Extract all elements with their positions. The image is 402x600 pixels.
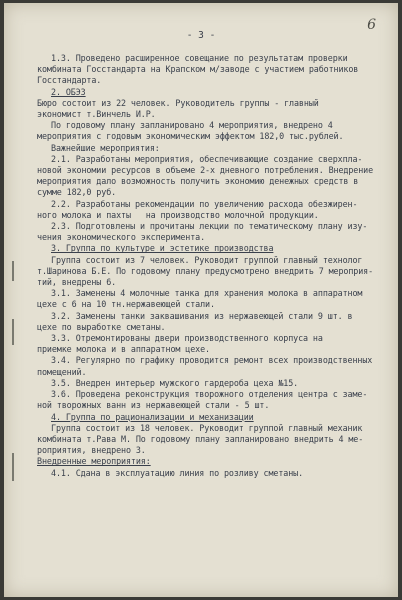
text-line: цехе с 6 на 10 тн.нержавеющей стали. [37,299,215,310]
text-line: цехе по выработке сметаны. [37,321,166,332]
text-line: ного молока и пахты на производство молочной продукции. [37,209,319,220]
text-line: чения экономического эксперимента. [37,232,206,243]
text-line: мероприятия дало возможность получить экономию денежных средств в [37,176,359,187]
text-line: сумме 182,0 руб. [37,187,117,198]
section-heading: 3. Группа по культуре и эстетике производства [51,243,274,254]
text-line: 2.3. Подготовлены и прочитаны лекции по тематическому плану изу- [51,221,368,232]
text-line: тий, внедрены 6. [37,277,117,288]
text-line: 3.5. Внедрен интерьер мужского гардероба цеха №15. [51,377,299,388]
text-line: 4.1. Сдана в эксплуатацию линия по розливу сметаны. [51,467,304,478]
text-line: Важнейшие мероприятия: [51,142,160,153]
text-line: Бюро состоит из 22 человек. Руководитель группы - главный [37,97,319,108]
text-line: роприятия, внедрено 3. [37,445,146,456]
text-line: 2.1. Разработаны мероприятия, обеспечивающие создание сверхпла- [51,153,363,164]
text-line: ной творожных ванн из нержавеющей стали - 5 шт. [37,400,270,411]
document-page [4,3,398,597]
section-heading: 4. Группа по рационализации и механизации [51,411,254,422]
margin-mark [12,261,14,281]
text-line: Группа состоит из 7 человек. Руководит группой главный технолог [51,254,363,265]
text-line: 3.4. Регулярно по графику проводится ремонт всех производственных [51,355,373,366]
text-line: 2.2. Разработаны рекомендации по увеличению расхода обезжирен- [51,198,358,209]
text-line: 3.1. Заменены 4 молочные танка для хранения молока в аппаратном [51,288,363,299]
margin-mark [12,319,14,345]
text-line: 3.6. Проведена реконструкция творожного отделения центра с заме- [51,389,368,400]
text-line: т.Шаринова Б.Е. По годовому плану предусмотрено внедрить 7 мероприя- [37,265,374,276]
text-line: По годовому плану запланировано 4 мероприятия, внедрено 4 [51,120,333,131]
text-line: Группа состоит из 18 человек. Руководит группой главный механик [51,422,363,433]
margin-mark [12,453,14,481]
section-heading: 2. ОБЭЗ [51,86,86,97]
text-line: 1.3. Проведено расширенное совещание по результатам проверки [51,53,348,63]
text-line: Госстандарта. [37,75,102,86]
page-number: - 3 - [186,30,216,41]
text-line: мероприятия с годовым экономическим эффектом 182,0 тыс.рублей. [37,131,344,142]
text-line: 3.2. Заменены танки заквашивания из нержавеющей стали 9 шт. в [51,310,353,321]
text-line: 3.3. Отремонтированы двери производственного корпуса на [51,333,323,344]
text-line: новой экономии ресурсов в объеме 2-х дневного потребления. Внедрение [37,165,374,176]
document-body [37,53,389,479]
section-heading: Внедренные мероприятия: [37,456,151,467]
text-line: приемке молока и в аппаратном цехе. [37,344,210,355]
handwritten-page-mark: 6 [367,17,376,33]
text-line: комбината Госстандарта на Крапском м/заводе с участием работников [37,64,359,75]
text-line: комбината т.Рава М. По годовому плану запланировано внедрить 4 ме- [37,433,364,444]
text-line: помещений. [37,366,87,377]
text-line: экономист т.Винчель И.Р. [37,109,156,120]
